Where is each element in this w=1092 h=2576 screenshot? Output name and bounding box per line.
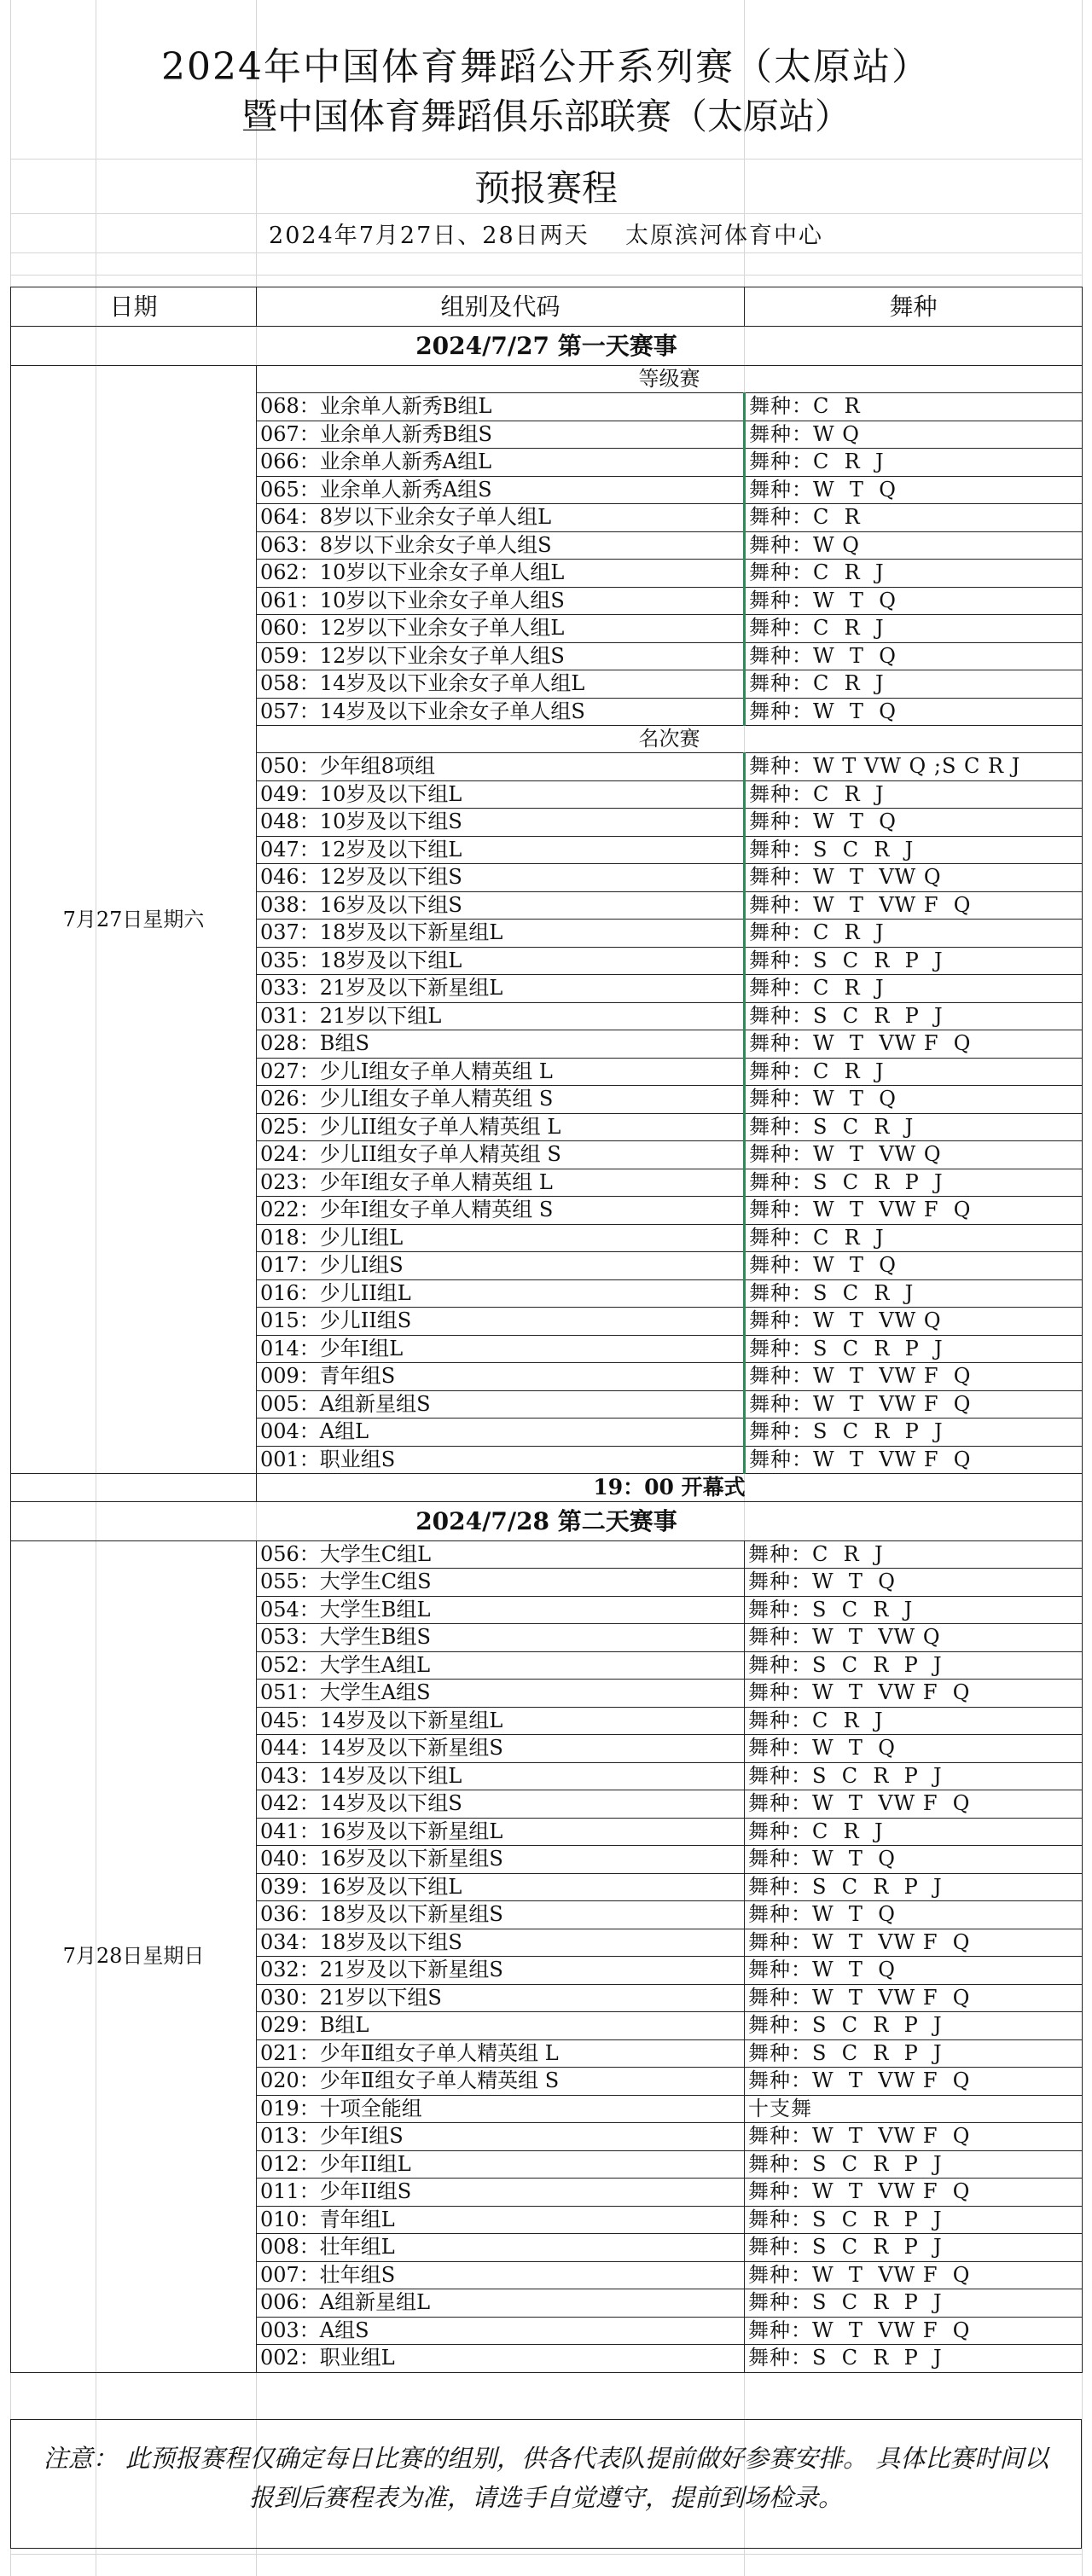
group-cell: 008：壮年组L — [257, 2234, 745, 2262]
group-cell: 057：14岁及以下业余女子单人组S — [257, 698, 745, 726]
schedule-title: 预报赛程 — [473, 167, 618, 209]
group-cell: 041：16岁及以下新星组L — [257, 1818, 745, 1846]
dance-cell: 舞种：W T VW F Q — [745, 891, 1083, 920]
group-cell: 061：10岁以下业余女子单人组S — [257, 587, 745, 615]
group-cell: 051：大学生A组S — [257, 1680, 745, 1708]
column-header-date: 日期 — [11, 287, 257, 327]
group-cell: 024：少儿II组女子单人精英组 S — [257, 1141, 745, 1169]
group-cell: 065：业余单人新秀A组S — [257, 476, 745, 504]
group-cell: 062：10岁以下业余女子单人组L — [257, 560, 745, 588]
group-cell: 033：21岁及以下新星组L — [257, 975, 745, 1003]
dance-cell: 舞种：S C R P J — [745, 1873, 1083, 1901]
group-cell: 049：10岁及以下组L — [257, 780, 745, 809]
group-cell: 012：少年II组L — [257, 2150, 745, 2179]
dance-cell: 舞种：S C R P J — [745, 2039, 1083, 2068]
dance-cell: 舞种：W T VW F Q — [745, 1929, 1083, 1957]
dance-cell: 舞种：W T VW F Q — [745, 1030, 1083, 1059]
group-cell: 016：少儿II组L — [257, 1279, 745, 1308]
dance-cell: 舞种：W T Q — [745, 1901, 1083, 1929]
dance-cell: 舞种：C R J — [745, 1224, 1083, 1252]
dance-cell: 舞种：W T Q — [745, 1957, 1083, 1985]
opening-row — [11, 1474, 1083, 1502]
group-cell: 003：A组S — [257, 2317, 745, 2345]
dance-cell: 舞种：S C R J — [745, 836, 1083, 864]
group-cell: 020：少年Ⅱ组女子单人精英组 S — [257, 2068, 745, 2096]
dance-cell: 舞种：W T Q — [745, 476, 1083, 504]
section-grade-label: 等级赛 — [257, 366, 1083, 393]
group-cell: 036：18岁及以下新星组S — [257, 1901, 745, 1929]
group-cell: 046：12岁及以下组S — [257, 864, 745, 892]
group-cell: 028：B组S — [257, 1030, 745, 1059]
dance-cell: 舞种：W T VW Q — [745, 1141, 1083, 1169]
group-cell: 067：业余单人新秀B组S — [257, 421, 745, 449]
dance-cell: 十支舞 — [745, 2095, 1083, 2123]
dance-cell: 舞种：C R J — [745, 449, 1083, 477]
group-cell: 030：21岁以下组S — [257, 1984, 745, 2012]
group-cell: 002：职业组L — [257, 2345, 745, 2373]
group-cell: 040：16岁及以下新星组S — [257, 1846, 745, 1874]
group-cell: 045：14岁及以下新星组L — [257, 1707, 745, 1735]
schedule-table — [10, 287, 1083, 2373]
dance-cell: 舞种：W T VW F Q — [745, 1197, 1083, 1225]
dance-cell: 舞种：W T VW F Q — [745, 2179, 1083, 2207]
group-cell: 060：12岁以下业余女子单人组L — [257, 615, 745, 643]
group-cell: 042：14岁及以下组S — [257, 1790, 745, 1819]
dance-cell: 舞种：C R J — [745, 920, 1083, 948]
dance-cell: 舞种：W T Q — [745, 809, 1083, 837]
dance-cell: 舞种：W T VW F Q — [745, 2261, 1083, 2289]
group-cell: 025：少儿II组女子单人精英组 L — [257, 1113, 745, 1141]
dance-cell: 舞种：W T Q — [745, 1846, 1083, 1874]
date-venue-line: 2024年7月27日、28日两天 太原滨河体育中心 — [269, 223, 823, 249]
dance-cell: 舞种：W T VW Q — [745, 1624, 1083, 1652]
column-header-dance: 舞种 — [745, 287, 1083, 327]
dance-cell: 舞种：S C R J — [745, 1113, 1083, 1141]
dance-cell: 舞种：W T VW F Q — [745, 1984, 1083, 2012]
dance-cell: 舞种：W T VW F Q — [745, 1680, 1083, 1708]
dance-cell: 舞种：W T VW F Q — [745, 1390, 1083, 1419]
dance-cell: 舞种：W T VW F Q — [745, 1790, 1083, 1819]
column-header-group: 组别及代码 — [257, 287, 745, 327]
group-cell: 032：21岁及以下新星组S — [257, 1957, 745, 1985]
group-cell: 034：18岁及以下组S — [257, 1929, 745, 1957]
group-cell: 044：14岁及以下新星组S — [257, 1735, 745, 1763]
dance-cell: 舞种：W T VW F Q — [745, 2317, 1083, 2345]
dance-cell: 舞种：W T Q — [745, 1735, 1083, 1763]
dance-cell: 舞种：C R J — [745, 1707, 1083, 1735]
section-rank-label: 名次赛 — [257, 726, 1083, 753]
dance-cell: 舞种：W T Q — [745, 587, 1083, 615]
dance-cell: 舞种：C R J — [745, 1058, 1083, 1086]
group-cell: 038：16岁及以下组S — [257, 891, 745, 920]
dance-cell: 舞种：S C R P J — [745, 2012, 1083, 2040]
group-cell: 050：少年组8项组 — [257, 753, 745, 781]
group-cell: 004：A组L — [257, 1419, 745, 1447]
section-row — [11, 366, 1083, 393]
group-cell: 035：18岁及以下组L — [257, 947, 745, 975]
group-cell: 043：14岁及以下组L — [257, 1762, 745, 1790]
dance-cell: 舞种：S C R P J — [745, 2289, 1083, 2318]
group-cell: 029：B组L — [257, 2012, 745, 2040]
group-cell: 005：A组新星组S — [257, 1390, 745, 1419]
table-row — [11, 1540, 1083, 1569]
dance-cell: 舞种：W T Q — [745, 698, 1083, 726]
column-header-row — [11, 287, 1083, 327]
dance-cell: 舞种：W T VW F Q — [745, 1363, 1083, 1391]
dance-cell: 舞种：S C R P J — [745, 2234, 1083, 2262]
group-cell: 059：12岁以下业余女子单人组S — [257, 642, 745, 670]
opening-ceremony: 19：00 开幕式 — [257, 1474, 1083, 1502]
group-cell: 010：青年组L — [257, 2206, 745, 2234]
dance-cell: 舞种：W T VW Q — [745, 864, 1083, 892]
group-cell: 066：业余单人新秀A组L — [257, 449, 745, 477]
group-cell: 023：少年I组女子单人精英组 L — [257, 1169, 745, 1197]
dance-cell: 舞种：S C R P J — [745, 1002, 1083, 1030]
dance-cell: 舞种：C R J — [745, 615, 1083, 643]
group-cell: 026：少儿I组女子单人精英组 S — [257, 1086, 745, 1114]
dance-cell: 舞种：W Q — [745, 421, 1083, 449]
group-cell: 013：少年I组S — [257, 2123, 745, 2151]
group-cell: 037：18岁及以下新星组L — [257, 920, 745, 948]
day2-heading-row — [11, 1501, 1083, 1540]
group-cell: 027：少儿I组女子单人精英组 L — [257, 1058, 745, 1086]
dance-cell: 舞种：C R J — [745, 670, 1083, 699]
dance-cell: 舞种：C R — [745, 504, 1083, 532]
dance-cell: 舞种：C R J — [745, 1818, 1083, 1846]
dance-cell: 舞种：C R J — [745, 560, 1083, 588]
opening-blank — [11, 1474, 257, 1502]
group-cell: 039：16岁及以下组L — [257, 1873, 745, 1901]
title-line-2: 暨中国体育舞蹈俱乐部联赛（太原站） — [241, 96, 851, 137]
dance-cell: 舞种：S C R P J — [745, 1419, 1083, 1447]
dance-cell: 舞种：C R J — [745, 1540, 1083, 1569]
dance-cell: 舞种：C R J — [745, 975, 1083, 1003]
day2-heading: 2024/7/28 第二天赛事 — [11, 1501, 1083, 1540]
dance-cell: 舞种：W Q — [745, 531, 1083, 560]
dance-cell: 舞种：C R J — [745, 780, 1083, 809]
group-cell: 018：少儿I组L — [257, 1224, 745, 1252]
group-cell: 017：少儿I组S — [257, 1252, 745, 1280]
dance-cell: 舞种：S C R P J — [745, 1651, 1083, 1680]
title-line-1: 2024年中国体育舞蹈公开系列赛（太原站） — [161, 45, 931, 89]
group-cell: 031：21岁以下组L — [257, 1002, 745, 1030]
dance-cell: 舞种：W T VW F Q — [745, 2068, 1083, 2096]
group-cell: 048：10岁及以下组S — [257, 809, 745, 837]
group-cell: 055：大学生C组S — [257, 1569, 745, 1597]
group-cell: 068：业余单人新秀B组L — [257, 393, 745, 421]
dance-cell: 舞种：W T Q — [745, 642, 1083, 670]
dance-cell: 舞种：W T Q — [745, 1252, 1083, 1280]
group-cell: 056：大学生C组L — [257, 1540, 745, 1569]
note-text: 注意： 此预报赛程仅确定每日比赛的组别，供各代表队提前做好参赛安排。 具体比赛时间以报到后赛程表为准，请选手自觉遵守，提前到场检录。 — [10, 2419, 1082, 2549]
group-cell: 064：8岁以下业余女子单人组L — [257, 504, 745, 532]
dance-cell: 舞种：C R — [745, 393, 1083, 421]
day1-heading: 2024/7/27 第一天赛事 — [11, 327, 1083, 366]
dance-cell: 舞种：W T VW Q ;S C R J — [745, 753, 1083, 781]
group-cell: 053：大学生B组S — [257, 1624, 745, 1652]
group-cell: 058：14岁及以下业余女子单人组L — [257, 670, 745, 699]
group-cell: 015：少儿II组S — [257, 1308, 745, 1336]
group-cell: 011：少年II组S — [257, 2179, 745, 2207]
dance-cell: 舞种：S C R P J — [745, 2345, 1083, 2373]
dance-cell: 舞种：S C R J — [745, 1596, 1083, 1624]
group-cell: 063：8岁以下业余女子单人组S — [257, 531, 745, 560]
dance-cell: 舞种：W T VW F Q — [745, 1446, 1083, 1474]
day1-heading-row — [11, 327, 1083, 366]
dance-cell: 舞种：W T VW F Q — [745, 2123, 1083, 2151]
group-cell: 014：少年I组L — [257, 1335, 745, 1363]
dance-cell: 舞种：S C R J — [745, 1279, 1083, 1308]
dance-cell: 舞种：W T Q — [745, 1086, 1083, 1114]
dance-cell: 舞种：S C R P J — [745, 1762, 1083, 1790]
group-cell: 001：职业组S — [257, 1446, 745, 1474]
day2-date-cell: 7月28日星期日 — [11, 1540, 257, 2372]
dance-cell: 舞种：S C R P J — [745, 947, 1083, 975]
group-cell: 009：青年组S — [257, 1363, 745, 1391]
group-cell: 019：十项全能组 — [257, 2095, 745, 2123]
group-cell: 021：少年Ⅱ组女子单人精英组 L — [257, 2039, 745, 2068]
group-cell: 052：大学生A组L — [257, 1651, 745, 1680]
dance-cell: 舞种：S C R P J — [745, 1169, 1083, 1197]
day1-date-cell: 7月27日星期六 — [11, 366, 257, 1474]
group-cell: 047：12岁及以下组L — [257, 836, 745, 864]
dance-cell: 舞种：S C R P J — [745, 1335, 1083, 1363]
group-cell: 007：壮年组S — [257, 2261, 745, 2289]
dance-cell: 舞种：S C R P J — [745, 2206, 1083, 2234]
group-cell: 054：大学生B组L — [257, 1596, 745, 1624]
dance-cell: 舞种：W T VW Q — [745, 1308, 1083, 1336]
dance-cell: 舞种：S C R P J — [745, 2150, 1083, 2179]
group-cell: 022：少年I组女子单人精英组 S — [257, 1197, 745, 1225]
group-cell: 006：A组新星组L — [257, 2289, 745, 2318]
dance-cell: 舞种：W T Q — [745, 1569, 1083, 1597]
